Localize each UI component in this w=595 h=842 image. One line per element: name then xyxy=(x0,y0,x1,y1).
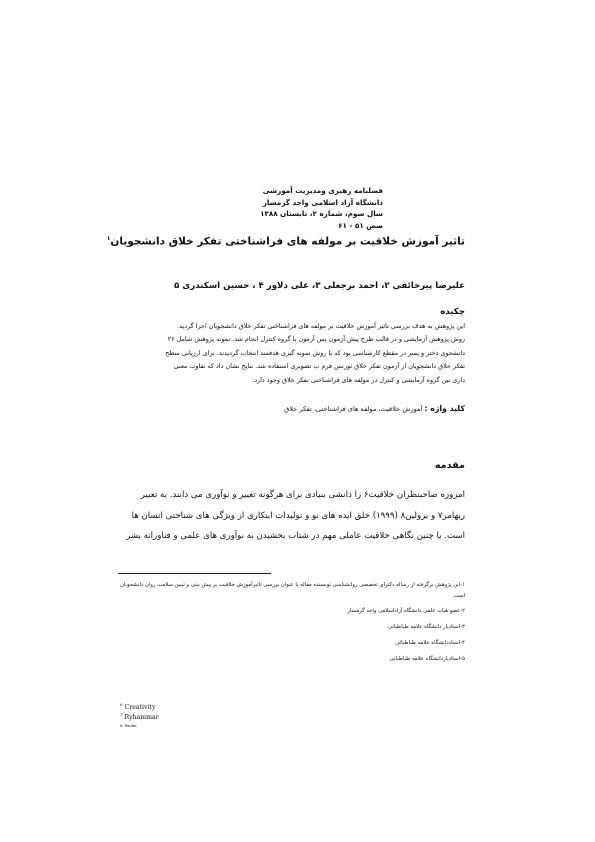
latin-footnote: $^6$ Creativity xyxy=(120,702,156,712)
latin-footnotes xyxy=(120,701,159,729)
footnote: ۲-عضو هیات علمی دانشگاه آزاداسلامی واحد گرمسار xyxy=(347,608,465,615)
intro-body xyxy=(118,485,465,547)
keywords-label: کلید واژه : xyxy=(424,404,465,413)
intro-line: ریهامر۷ و برولین۸ (۱۹۹۹) خلق ایده های نو و تولیدات ابتکاری از ویژگی های شناختی انسان ها xyxy=(131,510,465,521)
abstract-line: داری بین گروه آزمایشی و کنترل در مولفه های فراشناختی تفکر خلاق وجود دارد. xyxy=(252,375,465,384)
abstract-line: روش پژوهش آزمایشی و در قالب طرح پیش آزمون پس آزمون با گروه کنترل انجام شد. نمونه پژوهش شامل ۲۶ xyxy=(167,335,465,344)
paper-title-text: تاثیر آموزش خلاقیت بر مولفه های فراشناختی تفکر خلاق دانشجویان xyxy=(110,235,465,248)
abstract-heading: چکیده xyxy=(440,307,465,317)
abstract-line: دانشجوی دختر و پسر در مقطع کارشناسی بود که با روش نمونه گیری هدفمند انتخاب گردیدند. برای ارزیابی سطح xyxy=(165,348,465,357)
intro-line: است. با چنین نگاهی خلاقیت عاملی مهم در شتاب بخشیدن به نوآوری های علمی و فناورانه بشر xyxy=(126,531,465,541)
intro-line: امروزه صاحبنظران خلاقیت۶ را دانشی بنیادی برای هرگونه تغییر و نوآوری می دانند. به تعبیر xyxy=(140,490,465,500)
footnote: ۳-استادیار دانشگاه علامه طباطبائی xyxy=(387,624,465,631)
journal-pages: صص ۵۱ - ۶۱ xyxy=(338,220,383,230)
footnote-divider xyxy=(118,573,271,574)
paper-title xyxy=(85,235,465,248)
footnote: ۱-این پژوهش برگرفته از رساله دکترای تخصصی روانشناسی نویسنده مقاله با عنوان بررسی تاثیرآموزش خلاقیت بر پیش بینی و تبیین سلامت روان دانشجویان است. xyxy=(120,582,465,599)
author-list: علیرضا پیرخائفی ۲، احمد برجعلی ۳، علی دلاور ۴ ، حسین اسکندری ۵ xyxy=(174,281,465,291)
intro-heading: مقدمه xyxy=(434,460,465,471)
journal-issue: سال سوم، شماره ۲، تابستان ۱۳۸۸ xyxy=(260,209,383,218)
footnote: ۵-استادیاردانشگاه علامه طباطبائی xyxy=(389,656,465,663)
keywords-text: آموزش خلاقیت، مولفه های فراشناختی، تفکر خلاق xyxy=(284,405,423,413)
footnote: ۴-استاددانشگاه علامه طباطبائی xyxy=(395,640,465,647)
journal-header xyxy=(183,185,383,231)
title-footnote-marker: ۱ xyxy=(106,235,111,242)
keywords xyxy=(135,404,465,413)
abstract-body xyxy=(128,320,465,387)
journal-university: دانشگاه آزاد اسلامی واحد گرمسار xyxy=(262,197,383,207)
latin-footnote: $^7$ Ryhammar xyxy=(120,712,159,722)
abstract-line: این پژوهش به هدف بررسی تاثیر آموزش خلاقیت بر مولفه های فراشناختی تفکر خلاق دانشجویان اجرا گردید. xyxy=(177,322,465,330)
footnotes xyxy=(118,580,465,670)
abstract-line: تفکر خلاق دانشجویان از آزمون تفکر خلاق تورنس فرم ب تصویری استفاده شد. نتایج نشان داد که تفاوت معنی xyxy=(173,362,465,371)
journal-name: فصلنامه رهبری ومدیریت آموزشی xyxy=(262,186,383,195)
latin-footnote: 8. Brolin xyxy=(120,722,137,728)
